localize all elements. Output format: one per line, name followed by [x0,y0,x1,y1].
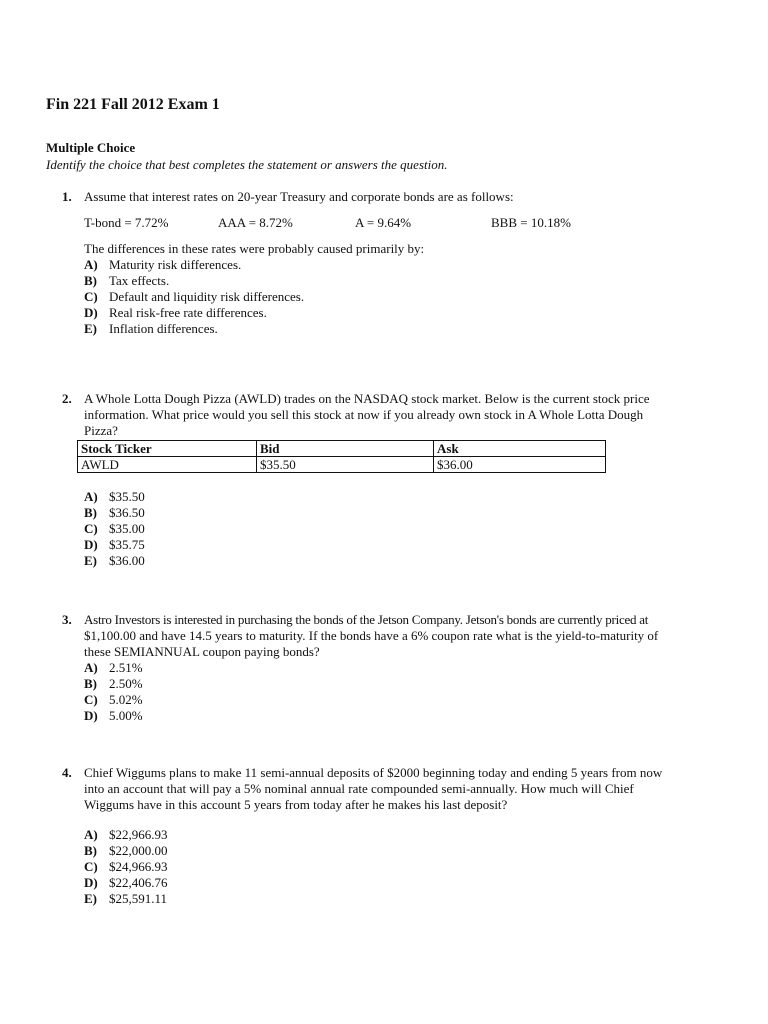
choice-b[interactable] [84,843,724,859]
choice-d[interactable] [84,537,724,553]
question-stem: Assume that interest rates on 20-year Treasury and corporate bonds are as follows: [84,189,514,204]
table-header-row [78,441,606,457]
choice-a[interactable] [84,827,724,843]
choice-letter: A) [84,660,98,675]
choice-text: $35.00 [109,521,145,536]
choice-letter: E) [84,891,97,906]
choice-list [84,257,724,337]
choice-text: 5.00% [109,708,143,723]
choice-text: $24,966.93 [109,859,168,874]
stem-line: these SEMIANNUAL coupon paying bonds? [84,644,320,659]
choice-letter: C) [84,521,98,536]
choice-letter: A) [84,489,98,504]
stem-line: Astro Investors is interested in purchasing the bonds of the Jetson Company. Jetson's bonds are currently priced at [84,612,649,627]
table-cell: $36.00 [434,457,606,473]
choice-text: $35.50 [109,489,145,504]
choice-text: Inflation differences. [109,321,218,336]
choice-letter: C) [84,692,98,707]
choice-letter: B) [84,843,97,858]
instructions: Identify the choice that best completes the statement or answers the question. [46,157,448,172]
question-follow-up: The differences in these rates were probably caused primarily by: [84,241,425,256]
choice-letter: E) [84,321,97,336]
rates-row [84,215,724,231]
rate-aaa: AAA = 8.72% [218,215,293,230]
choice-d[interactable] [84,305,724,321]
choice-letter: D) [84,305,98,320]
choice-text: $36.50 [109,505,145,520]
choice-b[interactable] [84,676,724,692]
question-number: 3. [62,612,72,627]
choice-text: $35.75 [109,537,145,552]
choice-b[interactable] [84,505,724,521]
choice-e[interactable] [84,321,724,337]
page-title: Fin 221 Fall 2012 Exam 1 [46,96,220,113]
stock-quote-table [77,440,606,473]
choice-b[interactable] [84,273,724,289]
stem-line: $1,100.00 and have 14.5 years to maturity. If the bonds have a 6% coupon rate what is the yield-to-maturity of [84,628,659,643]
choice-c[interactable] [84,521,724,537]
section-heading: Multiple Choice [46,140,136,155]
choice-a[interactable] [84,489,724,505]
table-row [78,457,606,473]
question-number: 2. [62,391,72,406]
choice-a[interactable] [84,660,724,676]
choice-letter: B) [84,505,97,520]
table-cell: AWLD [78,457,257,473]
choice-letter: C) [84,289,98,304]
choice-letter: E) [84,553,97,568]
stem-line: Wiggums have in this account 5 years from today after he makes his last deposit? [84,797,508,812]
choice-list [84,660,724,724]
choice-letter: C) [84,859,98,874]
choice-text: $36.00 [109,553,145,568]
choice-text: $22,406.76 [109,875,168,890]
rate-a: A = 9.64% [355,215,412,230]
choice-text: Default and liquidity risk differences. [109,289,305,304]
stem-line: Pizza? [84,423,118,438]
choice-text: 2.50% [109,676,143,691]
stem-line: Chief Wiggums plans to make 11 semi-annual deposits of $2000 beginning today and ending 5 years from now [84,765,663,780]
choice-letter: D) [84,537,98,552]
column-header: Ask [434,441,606,457]
stem-line: into an account that will pay a 5% nominal annual rate compounded semi-annually. How much will Chief [84,781,634,796]
choice-text: 5.02% [109,692,143,707]
stem-line: information. What price would you sell this stock at now if you already own stock in A Whole Lotta Dough [84,407,644,422]
choice-letter: A) [84,257,98,272]
question-number: 1. [62,189,72,204]
rate-bbb: BBB = 10.18% [491,215,571,230]
choice-c[interactable] [84,289,724,305]
choice-letter: A) [84,827,98,842]
choice-text: Maturity risk differences. [109,257,242,272]
choice-text: $25,591.11 [109,891,168,906]
choice-text: $22,000.00 [109,843,168,858]
stem-line: A Whole Lotta Dough Pizza (AWLD) trades on the NASDAQ stock market. Below is the current stock price [84,391,650,406]
choice-text: Tax effects. [109,273,170,288]
question-number: 4. [62,765,72,780]
table-cell: $35.50 [257,457,434,473]
choice-a[interactable] [84,257,724,273]
choice-e[interactable] [84,553,724,569]
choice-d[interactable] [84,875,724,891]
choice-c[interactable] [84,692,724,708]
choice-text: $22,966.93 [109,827,168,842]
choice-text: Real risk-free rate differences. [109,305,267,320]
choice-letter: D) [84,708,98,723]
choice-text: 2.51% [109,660,143,675]
rate-tbond: T-bond = 7.72% [84,215,169,230]
column-header: Bid [257,441,434,457]
column-header: Stock Ticker [78,441,257,457]
choice-d[interactable] [84,708,724,724]
choice-list [84,489,724,569]
choice-list [84,827,724,907]
choice-c[interactable] [84,859,724,875]
choice-letter: B) [84,676,97,691]
choice-letter: B) [84,273,97,288]
choice-e[interactable] [84,891,724,907]
choice-letter: D) [84,875,98,890]
